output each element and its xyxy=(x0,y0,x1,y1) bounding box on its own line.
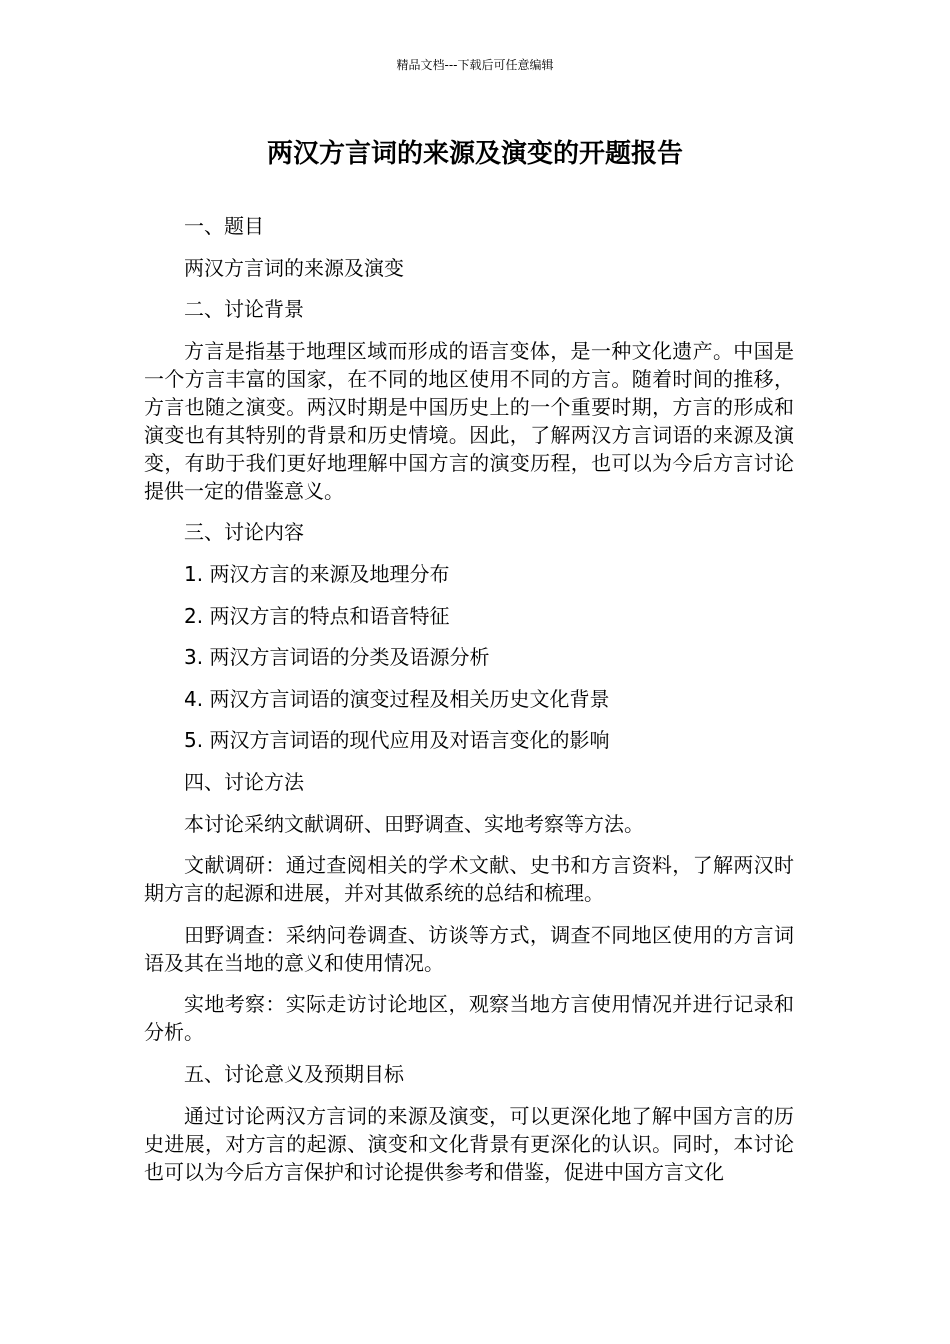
section-heading-methods: 四、讨论方法 xyxy=(184,769,304,794)
section-heading-content: 三、讨论内容 xyxy=(184,520,304,545)
method-literature-review: 文献调研：通过查阅相关的学术文献、史书和方言资料，了解两汉时期方言的起源和进展，并对其做系统的总结和梳理。 xyxy=(144,853,794,906)
significance-paragraph: 通过讨论两汉方言词的来源及演变，可以更深化地了解中国方言的历史进展，对方言的起源、演变和文化背景有更深化的认识。同时，本讨论也可以为今后方言保护和讨论提供参考和借鉴，促进中国方言文化 xyxy=(144,1103,794,1184)
content-list-item: 3. 两汉方言词语的分类及语源分析 xyxy=(184,645,490,670)
section-heading-topic: 一、题目 xyxy=(184,214,264,238)
method-site-investigation: 实地考察：实际走访讨论地区，观察当地方言使用情况并进行记录和分析。 xyxy=(144,992,794,1045)
topic-text: 两汉方言词的来源及演变 xyxy=(184,255,404,280)
methods-intro: 本讨论采纳文献调研、田野调查、实地考察等方法。 xyxy=(184,811,644,836)
document-title: 两汉方言词的来源及演变的开题报告 xyxy=(266,139,683,169)
section-heading-significance: 五、讨论意义及预期目标 xyxy=(184,1061,404,1086)
document-body xyxy=(144,212,794,1199)
content-list-item: 5. 两汉方言词语的现代应用及对语言变化的影响 xyxy=(184,728,610,753)
page-header: 精品文档---下载后可任意编辑 xyxy=(396,58,554,72)
content-list-item: 4. 两汉方言词语的演变过程及相关历史文化背景 xyxy=(184,686,610,711)
content-list-item: 2. 两汉方言的特点和语音特征 xyxy=(184,603,450,628)
background-paragraph: 方言是指基于地理区域而形成的语言变体，是一种文化遗产。中国是一个方言丰富的国家，在不同的地区使用不同的方言。随着时间的推移，方言也随之演变。两汉时期是中国历史上的一个重要时期，方言的形成和演变也有其特别的背景和历史情境。因此，了解两汉方言词语的来源及演变，有助于我们更好地理解中国方言的演变历程，也可以为今后方言讨论提供一定的借鉴意义。 xyxy=(144,338,794,503)
content-list-item: 1. 两汉方言的来源及地理分布 xyxy=(184,561,450,586)
section-heading-background: 二、讨论背景 xyxy=(184,297,304,322)
method-field-survey: 田野调查：采纳问卷调查、访谈等方式，调查不同地区使用的方言词语及其在当地的意义和使用情况。 xyxy=(144,922,794,975)
